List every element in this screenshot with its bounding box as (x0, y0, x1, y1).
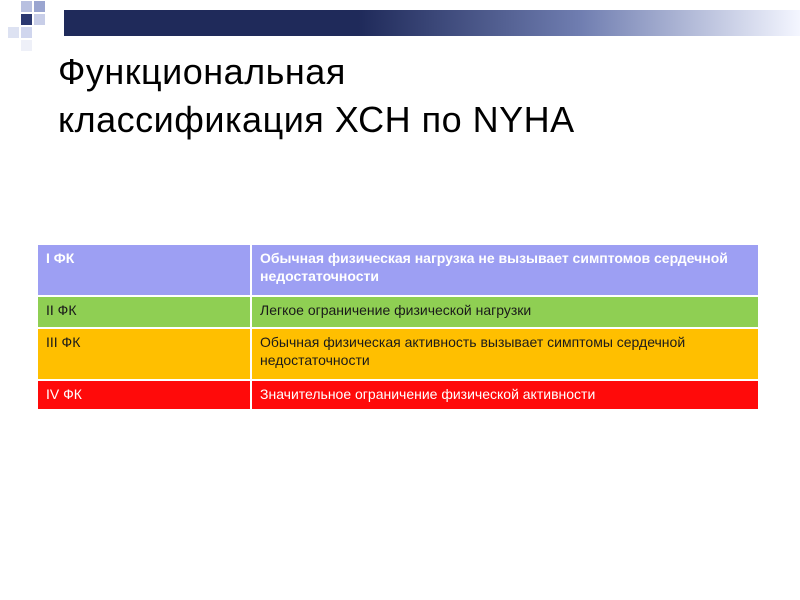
slide-title-line-2: классификация ХСН по NYHA (58, 99, 575, 140)
deco-square (20, 0, 33, 13)
deco-square (33, 13, 46, 26)
description-cell: Обычная физическая активность вызывает симптомы сердечной недостаточности (251, 328, 758, 380)
table-row (38, 296, 758, 328)
deco-square (20, 13, 33, 26)
description-cell: Легкое ограничение физической нагрузки (251, 296, 758, 328)
nyha-classification-table (38, 245, 758, 411)
table-row (38, 328, 758, 380)
class-cell: II ФК (38, 296, 251, 328)
deco-square (33, 0, 46, 13)
deco-square (20, 26, 33, 39)
slide-title-line-1: Функциональная (58, 51, 346, 92)
table-row (38, 245, 758, 296)
header-bar (64, 10, 800, 36)
decorative-squares (0, 0, 70, 52)
class-cell: III ФК (38, 328, 251, 380)
class-cell: IV ФК (38, 380, 251, 410)
deco-square (7, 26, 20, 39)
description-cell: Обычная физическая нагрузка не вызывает симптомов сердечной недостаточности (251, 245, 758, 296)
class-cell: I ФК (38, 245, 251, 296)
description-cell: Значительное ограничение физической активности (251, 380, 758, 410)
slide-title (58, 48, 575, 144)
deco-square (20, 39, 33, 52)
table-row (38, 380, 758, 410)
